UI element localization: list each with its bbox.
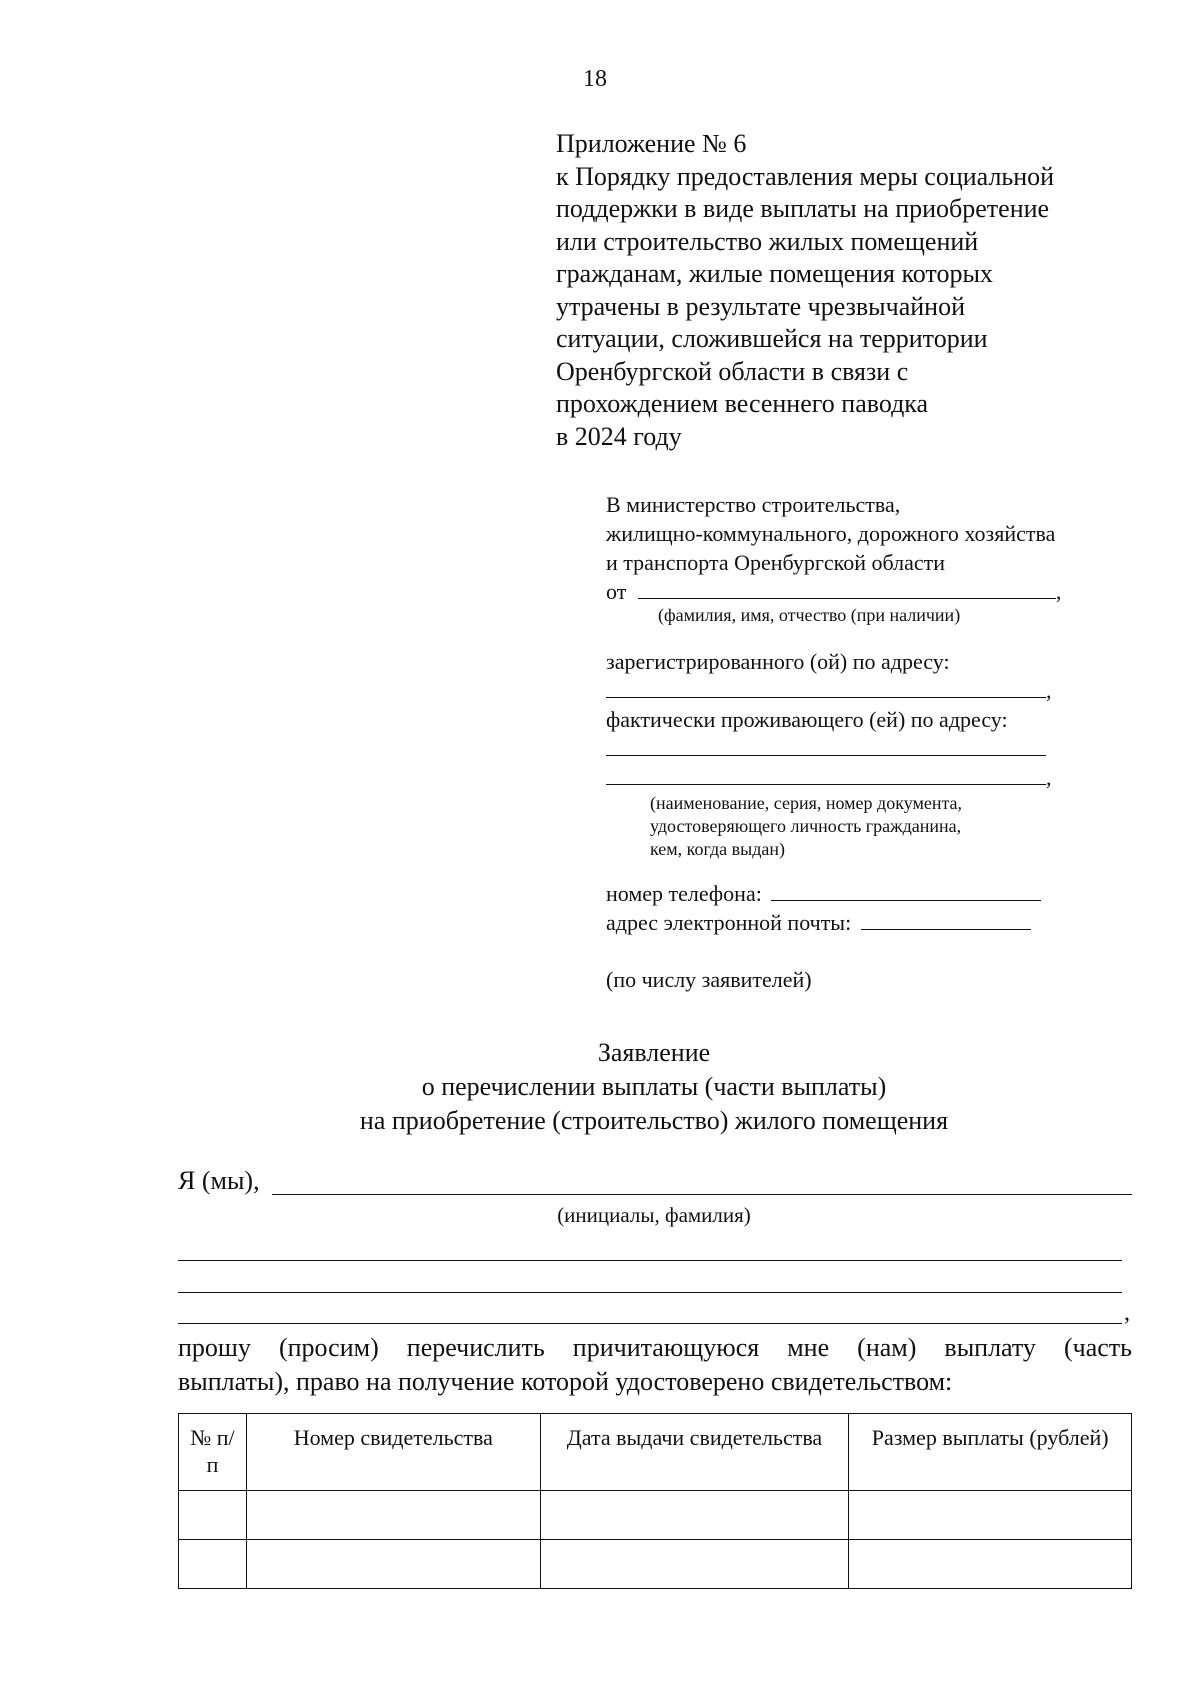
registered-comma: , [1046,678,1052,703]
request-line: выплаты), право на получение которой удостоверено свидетельством: [178,1367,953,1396]
recipient-line: жилищно-коммунального, дорожного хозяйства [606,521,1056,546]
registered-row [606,676,1126,705]
applicant-extra-line-1[interactable] [178,1260,1122,1261]
applicant-label: Я (мы), [178,1166,260,1195]
title-line: на приобретение (строительство) жилого помещения [359,1106,949,1135]
name-note: (фамилия, имя, отчество (при наличии) [658,605,961,625]
table-cell[interactable] [849,1540,1132,1589]
phone-label: номер телефона: [606,881,762,906]
table-cell[interactable] [849,1491,1132,1540]
appendix-line: или строительство жилых помещений [556,226,979,256]
appendix-line: Приложение № 6 [556,129,747,158]
phone-row [606,879,1126,908]
initials-note: (инициалы, фамилия) [557,1203,751,1227]
phone-field[interactable] [771,882,1041,901]
column-header-certificate-number: Номер свидетельства [246,1414,540,1491]
column-header-payment-amount: Размер выплаты (рублей) [849,1414,1132,1491]
from-label: от [606,579,627,604]
request-line: прошу (просим) перечислить причитающуюся мне (нам) выплату (часть [178,1333,1132,1362]
table-header-row [179,1414,1132,1491]
registered-label: зарегистрированного (ой) по адресу: [606,649,950,674]
appendix-line: в 2024 году [556,421,682,451]
table-row [179,1540,1132,1589]
actual-row-1 [606,734,1126,763]
email-label: адрес электронной почты: [606,910,852,935]
appendix-line: гражданам, жилые помещения которых [556,259,993,288]
column-header-number: № п/п [179,1414,247,1491]
applicant-row [178,1164,1132,1198]
table-cell[interactable] [179,1540,247,1589]
actual-address-field-2[interactable] [606,766,1046,785]
appendix-header [556,128,1136,453]
certificate-table [178,1413,1132,1589]
applicant-comma: , [1124,1300,1130,1326]
document-note-line: кем, когда выдан) [650,839,786,859]
table-cell[interactable] [246,1491,540,1540]
applicants-count-note: (по числу заявителей) [606,967,812,992]
name-comma: , [1055,579,1062,604]
actual-row-2 [606,763,1126,792]
appendix-line: прохождением весеннего паводка [556,389,929,418]
title-line: Заявление [597,1038,711,1067]
email-field[interactable] [861,911,1031,930]
table-cell[interactable] [540,1491,849,1540]
table-cell[interactable] [246,1540,540,1589]
table-cell[interactable] [179,1491,247,1540]
appendix-line: ситуации, сложившейся на территории [556,324,988,353]
appendix-line: Оренбургской области в связи с [556,356,909,386]
table-row [179,1491,1132,1540]
addressee-block [606,490,1126,994]
from-row [606,577,1126,606]
actual-address-field-1[interactable] [606,737,1046,756]
appendix-line: утрачены в результате чрезвычайной [556,291,965,321]
document-note-line: удостоверяющего личность гражданина, [650,816,962,836]
title-line: о перечислении выплаты (части выплаты) [421,1072,887,1101]
table-cell[interactable] [540,1540,849,1589]
email-row [606,908,1126,937]
column-header-issue-date: Дата выдачи свидетельства [540,1414,849,1491]
appendix-line: поддержки в виде выплаты на приобретение [556,194,1050,223]
applicant-field[interactable] [272,1194,1132,1195]
recipient-line: и транспорта Оренбургской области [606,550,946,575]
actual-label: фактически проживающего (ей) по адресу: [606,707,1008,732]
name-field[interactable] [638,580,1056,599]
applicant-extra-line-3[interactable] [178,1323,1122,1324]
page-number: 18 [583,66,607,92]
document-note [650,792,1126,861]
actual-comma: , [1046,765,1052,790]
recipient-line: В министерство строительства, [606,492,901,517]
document-title [0,1036,1200,1138]
registered-address-field[interactable] [606,679,1046,698]
document-note-line: (наименование, серия, номер документа, [650,793,963,813]
applicant-extra-line-2[interactable] [178,1292,1122,1293]
appendix-line: к Порядку предоставления меры социальной [556,161,1055,191]
